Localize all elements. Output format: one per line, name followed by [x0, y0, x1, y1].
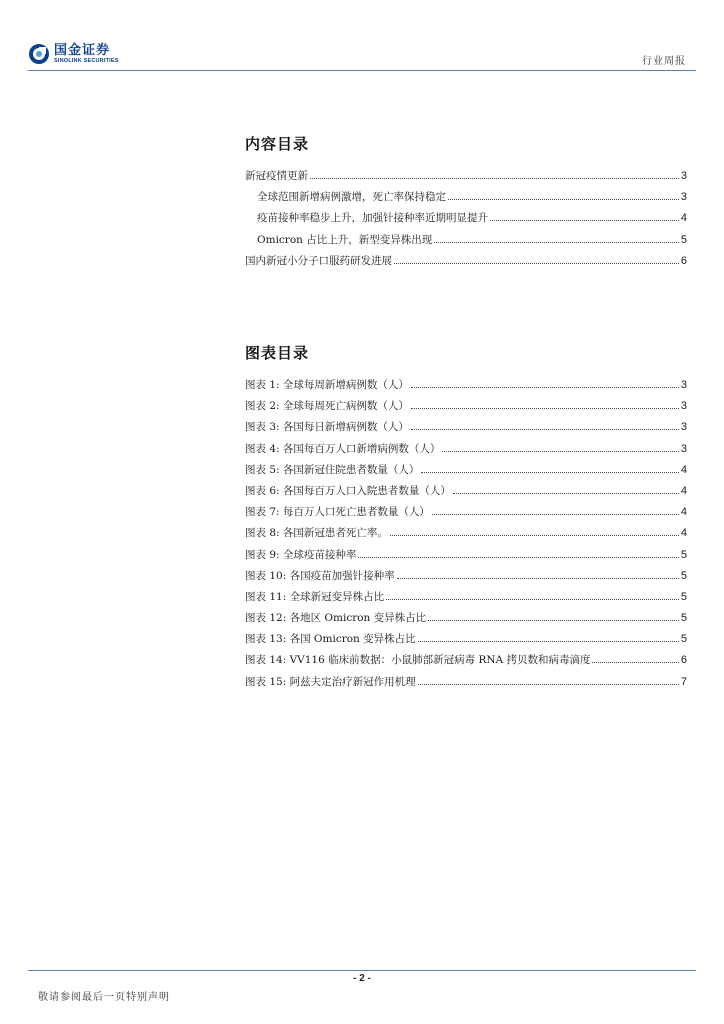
- figures-entry-label: 图表 2: 全球每周死亡病例数（人）: [245, 400, 409, 413]
- report-type-label: 行业周报: [642, 56, 686, 67]
- figures-entry[interactable]: [245, 652, 687, 673]
- contents-entry-page: 5: [680, 233, 687, 246]
- figures-entry-label: 图表 6: 各国每百万人口入院患者数量（人）: [245, 484, 451, 497]
- dot-leader: [411, 408, 679, 409]
- contents-entry-page: 3: [680, 170, 687, 182]
- dot-leader: [421, 472, 678, 473]
- figures-entry-label: 图表 3: 各国每日新增病例数（人）: [245, 421, 409, 434]
- figures-entry-page: 5: [680, 548, 687, 561]
- contents-entry-page: 4: [680, 212, 687, 225]
- figures-entry-page: 7: [680, 675, 687, 688]
- figures-entry-page: 4: [680, 506, 687, 519]
- figures-entry-page: 6: [680, 654, 687, 667]
- dot-leader: [592, 662, 678, 663]
- figures-entry-page: 5: [680, 612, 687, 625]
- contents-entry[interactable]: [245, 253, 687, 274]
- contents-entry[interactable]: [245, 168, 687, 189]
- dot-leader: [386, 599, 679, 600]
- contents-entry-page: 6: [680, 254, 687, 267]
- contents-entry-label: 国内新冠小分子口服药研发进展: [245, 254, 392, 267]
- dot-leader: [411, 387, 679, 388]
- sinolink-logo-icon: [28, 43, 50, 65]
- figures-entry-page: 4: [680, 527, 687, 540]
- logo-chinese-name: 国金证券: [54, 42, 111, 58]
- contents-entry[interactable]: [245, 210, 687, 231]
- figures-entry-label: 图表 5: 各国新冠住院患者数量（人）: [245, 463, 420, 476]
- figures-entry[interactable]: [245, 547, 687, 568]
- dot-leader: [418, 684, 679, 685]
- disclaimer-note: 敬请参阅最后一页特别声明: [38, 992, 170, 1003]
- page-header: [28, 40, 696, 70]
- figures-entry-label: 图表 13: 各国 Omicron 变异株占比: [245, 633, 416, 646]
- figures-entry[interactable]: [245, 419, 687, 440]
- figures-entry-label: 图表 12: 各地区 Omicron 变异株占比: [245, 612, 427, 625]
- figures-entry[interactable]: [245, 525, 687, 546]
- dot-leader: [394, 263, 679, 264]
- figures-section: [245, 342, 687, 695]
- figures-entry-label: 图表 15: 阿兹夫定治疗新冠作用机理: [245, 675, 416, 688]
- figures-entry[interactable]: [245, 398, 687, 419]
- figures-entry-label: 图表 10: 各国疫苗加强针接种率: [245, 569, 395, 582]
- figures-entry-page: 5: [680, 590, 687, 603]
- figures-entry[interactable]: [245, 377, 687, 398]
- figures-entry-page: 3: [680, 442, 687, 455]
- dot-leader: [310, 178, 679, 179]
- figures-entry-label: 图表 4: 各国每百万人口新增病例数（人）: [245, 442, 441, 455]
- contents-section: [245, 133, 687, 274]
- figures-entry[interactable]: [245, 462, 687, 483]
- figures-entry-page: 5: [680, 569, 687, 582]
- dot-leader: [442, 451, 678, 452]
- figures-entry[interactable]: [245, 674, 687, 695]
- figures-entry-page: 3: [680, 421, 687, 434]
- dot-leader: [418, 641, 679, 642]
- figures-entry[interactable]: [245, 610, 687, 631]
- figures-entry-page: 4: [680, 463, 687, 476]
- footer-divider: [28, 970, 696, 971]
- figures-entry-page: 5: [680, 633, 687, 646]
- figures-entry-label: 图表 9: 全球疫苗接种率: [245, 548, 357, 561]
- dot-leader: [490, 220, 679, 221]
- figures-title: 图表目录: [245, 344, 310, 362]
- company-logo: [28, 40, 119, 68]
- contents-entry-label: 新冠疫情更新: [245, 170, 308, 182]
- figures-entry-label: 图表 7: 每百万人口死亡患者数量（人）: [245, 506, 430, 519]
- dot-leader: [432, 514, 679, 515]
- dot-leader: [428, 620, 679, 621]
- contents-entry-label: Omicron 占比上升，新型变异株出现: [257, 233, 433, 246]
- contents-entry[interactable]: [245, 232, 687, 253]
- figures-entry[interactable]: [245, 631, 687, 652]
- figures-entry-page: 4: [680, 484, 687, 497]
- dot-leader: [434, 242, 679, 243]
- figures-entry[interactable]: [245, 441, 687, 462]
- contents-entry-label: 全球范围新增病例激增，死亡率保持稳定: [257, 191, 446, 204]
- contents-entry-label: 疫苗接种率稳步上升，加强针接种率近期明显提升: [257, 212, 488, 225]
- dot-leader: [448, 199, 679, 200]
- figures-entry[interactable]: [245, 504, 687, 525]
- contents-title: 内容目录: [245, 135, 310, 153]
- figures-entry-page: 3: [680, 379, 687, 391]
- contents-list: [245, 168, 687, 274]
- header-divider: [28, 70, 696, 71]
- logo-english-name: SINOLINK SECURITIES: [54, 57, 119, 64]
- dot-leader: [453, 493, 679, 494]
- dot-leader: [390, 535, 679, 536]
- figures-entry[interactable]: [245, 568, 687, 589]
- dot-leader: [358, 557, 678, 558]
- figures-list: [245, 377, 687, 695]
- contents-entry-page: 3: [680, 191, 687, 204]
- dot-leader: [397, 578, 679, 579]
- figures-entry-label: 图表 11: 全球新冠变异株占比: [245, 590, 385, 603]
- contents-entry[interactable]: [245, 189, 687, 210]
- figures-entry[interactable]: [245, 589, 687, 610]
- figures-entry-label: 图表 1: 全球每周新增病例数（人）: [245, 379, 409, 391]
- figures-entry-page: 3: [680, 400, 687, 413]
- page-number: - 2 -: [353, 973, 371, 984]
- dot-leader: [411, 429, 679, 430]
- figures-entry-label: 图表 14: VV116 临床前数据：小鼠肺部新冠病毒 RNA 拷贝数和病毒滴度: [245, 654, 591, 667]
- figures-entry-label: 图表 8: 各国新冠患者死亡率。: [245, 527, 388, 540]
- figures-entry[interactable]: [245, 483, 687, 504]
